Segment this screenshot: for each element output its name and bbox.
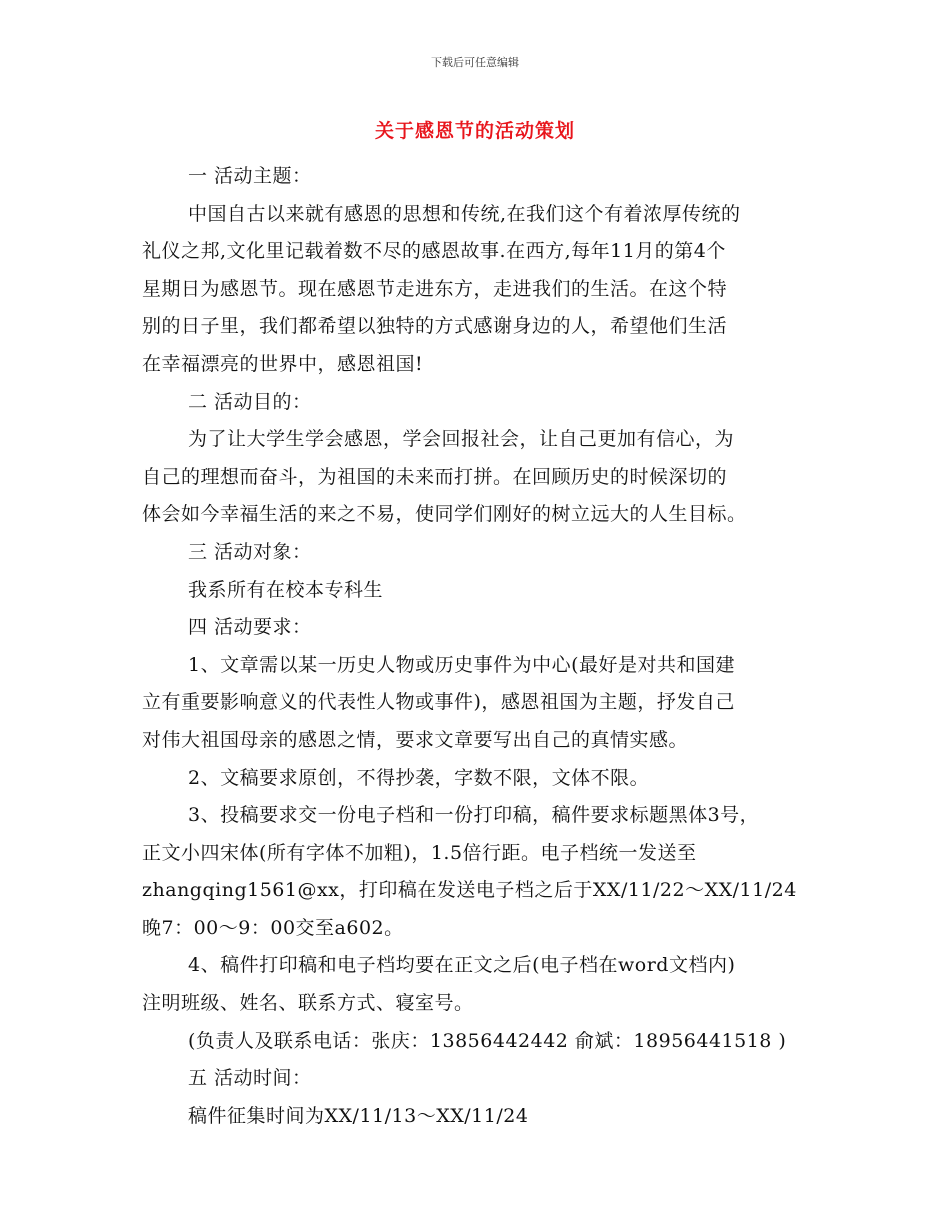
body-line: 星期日为感恩节。现在感恩节走进东方，走进我们的生活。在这个特 (142, 277, 728, 300)
body-line: 晚7：00～9：00交至a602。 (142, 916, 404, 939)
body-line: 2、文稿要求原创，不得抄袭，字数不限，文体不限。 (188, 766, 650, 789)
body-line: 我系所有在校本专科生 (188, 578, 384, 601)
body-line: 4、稿件打印稿和电子档均要在正文之后(电子档在word文档内) (188, 954, 736, 977)
page-header-note: 下载后可任意编辑 (431, 56, 519, 69)
body-line: 正文小四宋体(所有字体不加粗)，1.5倍行距。电子档统一发送至 (142, 841, 697, 864)
body-line: zhangqing1561@xx，打印稿在发送电子档之后于XX/11/22～XX/11/24 (142, 879, 797, 902)
body-line: 五 活动时间： (188, 1067, 312, 1090)
body-line: 别的日子里，我们都希望以独特的方式感谢身边的人，希望他们生活 (142, 315, 728, 338)
body-line: 立有重要影响意义的代表性人物或事件)，感恩祖国为主题，抒发自己 (142, 691, 735, 714)
body-line: (负责人及联系电话：张庆：13856442442 俞斌：18956441518 ) (188, 1029, 787, 1052)
document-title: 关于感恩节的活动策划 (374, 120, 575, 142)
body-line: 一 活动主题： (188, 165, 312, 187)
body-line: 自己的理想而奋斗，为祖国的未来而打拼。在回顾历史的时候深切的 (142, 465, 728, 488)
body-line: 对伟大祖国母亲的感恩之情，要求文章要写出自己的真情实感。 (142, 728, 689, 751)
body-line: 3、投稿要求交一份电子档和一份打印稿，稿件要求标题黑体3号， (188, 804, 760, 827)
body-line: 四 活动要求： (188, 616, 312, 639)
body-line: 体会如今幸福生活的来之不易，使同学们刚好的树立远大的人生目标。 (142, 503, 747, 526)
body-line: 礼仪之邦,文化里记载着数不尽的感恩故事.在西方,每年11月的第4个 (142, 240, 726, 263)
body-line: 注明班级、姓名、联系方式、寝室号。 (142, 992, 474, 1015)
body-line: 1、文章需以某一历史人物或历史事件为中心(最好是对共和国建 (188, 653, 736, 676)
body-line: 在幸福漂亮的世界中，感恩祖国! (142, 352, 424, 375)
body-line: 稿件征集时间为XX/11/13～XX/11/24 (188, 1104, 529, 1127)
document-body (142, 158, 822, 1135)
body-line: 为了让大学生学会感恩，学会回报社会，让自己更加有信心，为 (188, 428, 735, 451)
body-line: 中国自古以来就有感恩的思想和传统,在我们这个有着浓厚传统的 (188, 202, 741, 225)
body-line: 三 活动对象： (188, 540, 312, 563)
body-line: 二 活动目的： (188, 390, 312, 413)
